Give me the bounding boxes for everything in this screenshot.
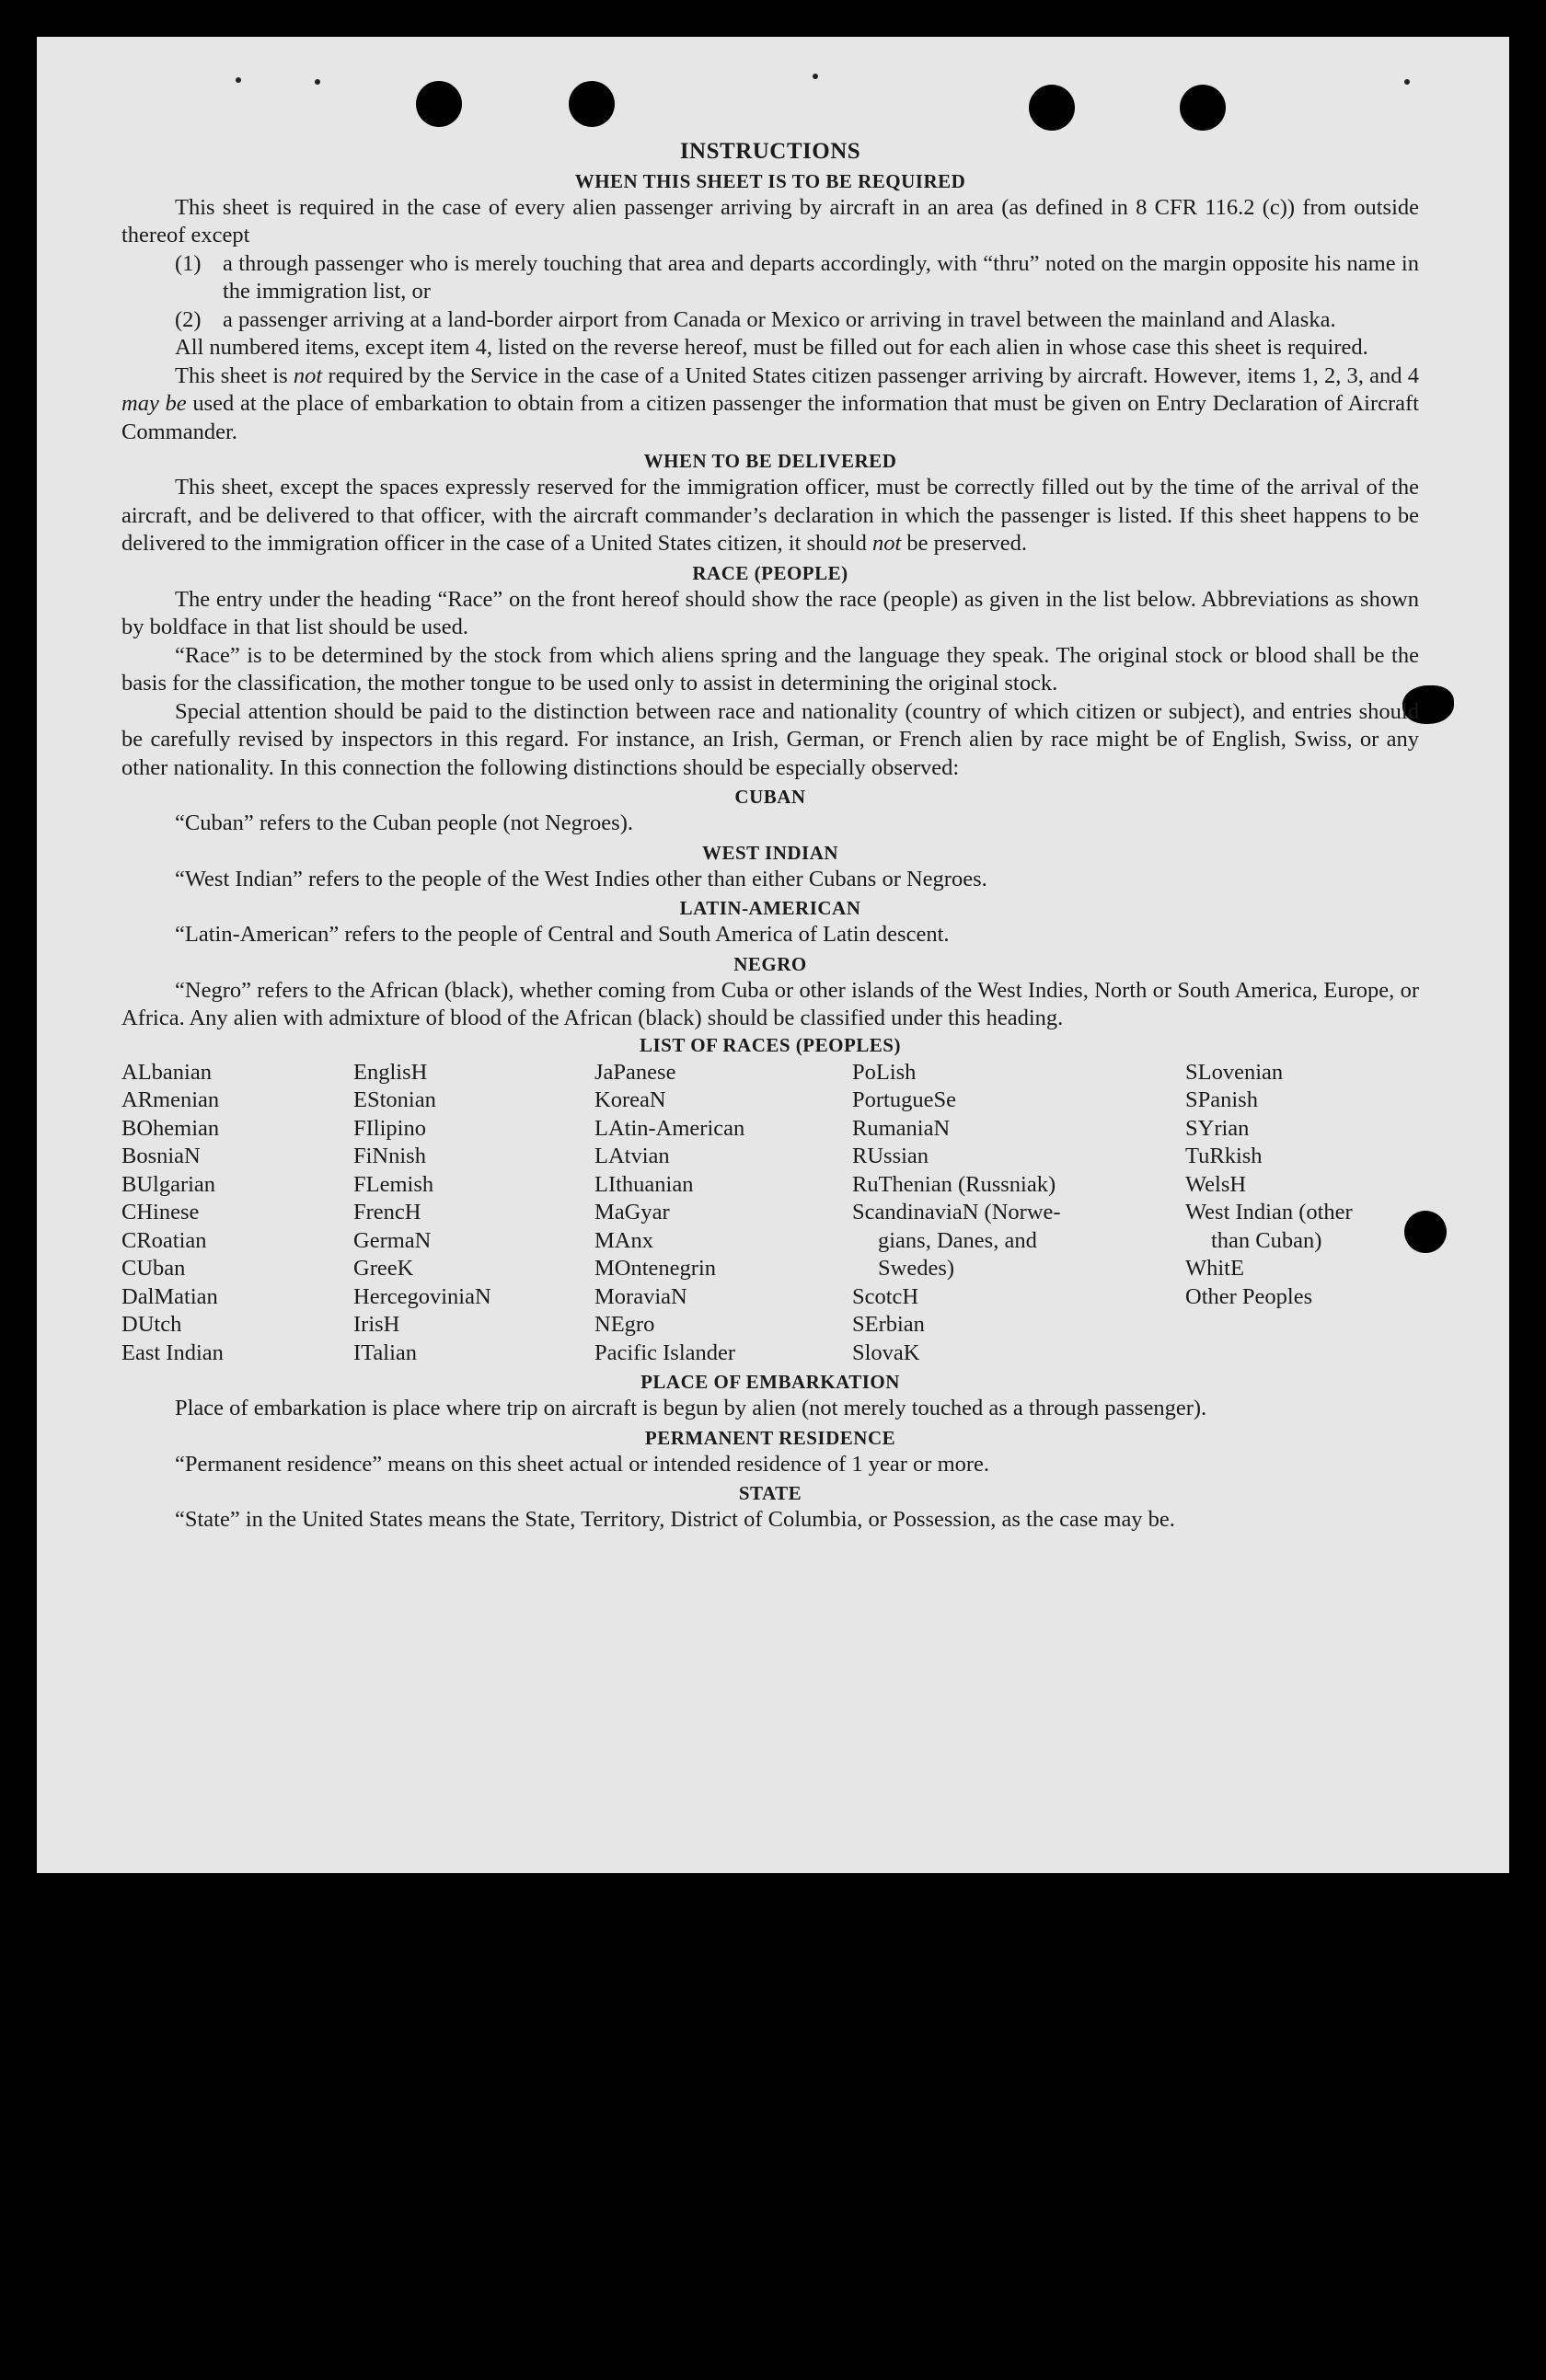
race-entry: EnglisH — [353, 1059, 428, 1085]
race-entry: LAtvian — [594, 1144, 670, 1168]
race-entry: gians, Danes, and — [878, 1227, 1037, 1253]
race-entry: RUssian — [852, 1144, 929, 1168]
race-entry: MaGyar — [594, 1200, 670, 1224]
race-entry: than Cuban) — [1211, 1227, 1322, 1253]
race-entry: West Indian (other — [1185, 1200, 1353, 1224]
races-list — [121, 1059, 1419, 1368]
races-column — [594, 1059, 852, 1368]
paragraph: Place of embarkation is place where trip on aircraft is begun by alien (not merely touched as a through passenger). — [175, 1396, 1207, 1420]
punch-hole — [569, 81, 615, 127]
race-entry: WelsH — [1185, 1171, 1247, 1197]
race-entry: ALbanian — [121, 1059, 212, 1085]
item-text: a through passenger who is merely touching that area and departs accordingly, with “thru” noted on the margin opposite his name in the immigration list, or — [223, 250, 1419, 304]
item-number: (2) — [175, 306, 202, 332]
paragraph: All numbered items, except item 4, listed on the reverse hereof, must be filled out for each alien in whose case this sheet is required. — [175, 335, 1368, 360]
paragraph: “Negro” refers to the African (black), whether coming from Cuba or other islands of the West Indies, North or South America, Europe, or Africa. Any alien with admixture of blood of the African (black) should be classified under this heading. — [121, 977, 1419, 1030]
race-entry: Swedes) — [878, 1256, 955, 1281]
race-entry: East Indian — [121, 1339, 224, 1365]
section-heading-cuban: CUBAN — [734, 786, 806, 808]
race-entry: GreeK — [353, 1256, 414, 1281]
paragraph: “Cuban” refers to the Cuban people (not Negroes). — [175, 811, 633, 835]
section-heading-negro: NEGRO — [733, 952, 807, 975]
race-entry: FLemish — [353, 1171, 434, 1197]
race-entry: HercegoviniaN — [353, 1283, 491, 1309]
page-title: INSTRUCTIONS — [679, 139, 861, 164]
race-entry: BOhemian — [121, 1115, 220, 1141]
paragraph: This sheet is not required by the Service in the case of a United States citizen passenger arriving by aircraft. However, items 1, 2, 3, and 4 may be used at the place of embarkation to obtain from a citizen passenger the information that must be given on Entry Declaration of Aircraft Commander. — [121, 362, 1419, 444]
race-entry: RumaniaN — [852, 1115, 951, 1141]
race-entry: BUlgarian — [121, 1171, 216, 1197]
race-entry: WhitE — [1185, 1256, 1244, 1281]
paragraph: “Permanent residence” means on this sheet actual or intended residence of 1 year or more. — [175, 1451, 990, 1477]
race-entry: RuThenian (Russniak) — [852, 1171, 1056, 1197]
race-entry: MAnx — [594, 1227, 653, 1253]
race-entry: MOntenegrin — [594, 1256, 716, 1281]
race-entry: PoLish — [852, 1059, 917, 1085]
race-entry: IrisH — [353, 1312, 400, 1337]
race-entry: DalMatian — [121, 1283, 218, 1309]
race-entry: FIlipino — [353, 1115, 426, 1141]
item-text: a passenger arriving at a land-border airport from Canada or Mexico or arriving in travel between the mainland and Alaska. — [223, 306, 1336, 332]
section-heading-races-list: LIST OF RACES (PEOPLES) — [640, 1033, 901, 1056]
race-entry: ScotcH — [852, 1283, 919, 1309]
races-column — [353, 1059, 594, 1368]
race-entry: TuRkish — [1185, 1144, 1263, 1168]
paragraph: “Latin-American” refers to the people of Central and South America of Latin descent. — [175, 922, 950, 947]
race-entry: CRoatian — [121, 1227, 207, 1253]
races-column — [121, 1059, 353, 1368]
punch-hole — [416, 81, 462, 127]
paragraph: Special attention should be paid to the distinction between race and nationality (country of which citizen or subject), and entries should be carefully revised by inspectors in this regard. For instance, an Irish, German, or French alien by race might be of English, Swiss, or any other nationality. In this connection the following distinctions should be especially observed: — [121, 698, 1419, 780]
race-entry: NEgro — [594, 1312, 655, 1337]
paragraph: The entry under the heading “Race” on the front hereof should show the race (people) as given in the list below. Abbreviations as shown by boldface in that list should be used. — [121, 586, 1419, 639]
speck — [315, 79, 320, 85]
section-heading-race: RACE (PEOPLE) — [692, 561, 848, 584]
race-entry: SYrian — [1185, 1115, 1250, 1141]
race-entry: SlovaK — [852, 1339, 920, 1365]
paragraph: “Race” is to be determined by the stock from which aliens spring and the language they speak. The original stock or blood shall be the basis for the classification, the mother tongue to be used only to assist in determining the original stock. — [121, 642, 1419, 696]
paragraph: This sheet, except the spaces expressly reserved for the immigration officer, must be correctly filled out by the time of the arrival of the aircraft, and be delivered to that officer, with the aircraft commander’s declaration in which the passenger is listed. If this sheet happens to be delivered to the immigration officer in the case of a United States citizen, it should not be preserved. — [121, 475, 1419, 556]
section-heading-west-indian: WEST INDIAN — [701, 841, 839, 864]
race-entry: CHinese — [121, 1200, 200, 1224]
race-entry: PortugueSe — [852, 1087, 956, 1112]
race-entry: ARmenian — [121, 1087, 220, 1112]
race-entry: SLovenian — [1185, 1059, 1284, 1085]
race-entry: JaPanese — [594, 1059, 676, 1085]
speck — [1404, 79, 1410, 85]
section-heading-required: WHEN THIS SHEET IS TO BE REQUIRED — [574, 169, 966, 192]
punch-hole — [1029, 85, 1075, 131]
race-entry: FrencH — [353, 1200, 421, 1224]
paragraph: This sheet is required in the case of every alien passenger arriving by aircraft in an area (as defined in 8 CFR 116.2 (c)) from outside thereof except — [121, 194, 1419, 247]
race-entry: MoraviaN — [594, 1283, 687, 1309]
race-entry: LAtin-American — [594, 1115, 745, 1141]
instructions-text — [121, 138, 1419, 1535]
race-entry: ITalian — [353, 1339, 418, 1365]
speck — [813, 74, 818, 79]
race-entry: LIthuanian — [594, 1171, 694, 1197]
race-entry: SErbian — [852, 1312, 925, 1337]
race-entry: CUban — [121, 1256, 186, 1281]
races-column — [1185, 1059, 1419, 1368]
races-column — [852, 1059, 1185, 1368]
race-entry: DUtch — [121, 1312, 182, 1337]
list-item — [175, 250, 1419, 306]
race-entry: KoreaN — [594, 1087, 666, 1112]
list-item — [175, 306, 1419, 335]
punch-hole — [1180, 85, 1226, 131]
document-sheet — [37, 37, 1509, 1873]
section-heading-residence: PERMANENT RESIDENCE — [644, 1426, 896, 1449]
race-entry: FiNnish — [353, 1144, 426, 1168]
section-heading-latin-american: LATIN-AMERICAN — [679, 897, 861, 919]
item-number: (1) — [175, 250, 202, 276]
race-entry: GermaN — [353, 1227, 432, 1253]
race-entry: BosniaN — [121, 1144, 201, 1168]
section-heading-embarkation: PLACE OF EMBARKATION — [640, 1371, 900, 1393]
speck — [236, 77, 241, 83]
race-entry: Other Peoples — [1185, 1283, 1313, 1309]
paragraph: “State” in the United States means the State, Territory, District of Columbia, or Possession, as the case may be. — [175, 1507, 1175, 1532]
section-heading-delivered: WHEN TO BE DELIVERED — [643, 450, 897, 472]
race-entry: ScandinaviaN (Norwe- — [852, 1200, 1061, 1224]
race-entry: Pacific Islander — [594, 1339, 736, 1365]
race-entry: SPanish — [1185, 1087, 1258, 1112]
paragraph: “West Indian” refers to the people of the West Indies other than either Cubans or Negroes. — [175, 866, 987, 891]
section-heading-state: STATE — [738, 1482, 802, 1504]
race-entry: EStonian — [353, 1087, 436, 1112]
